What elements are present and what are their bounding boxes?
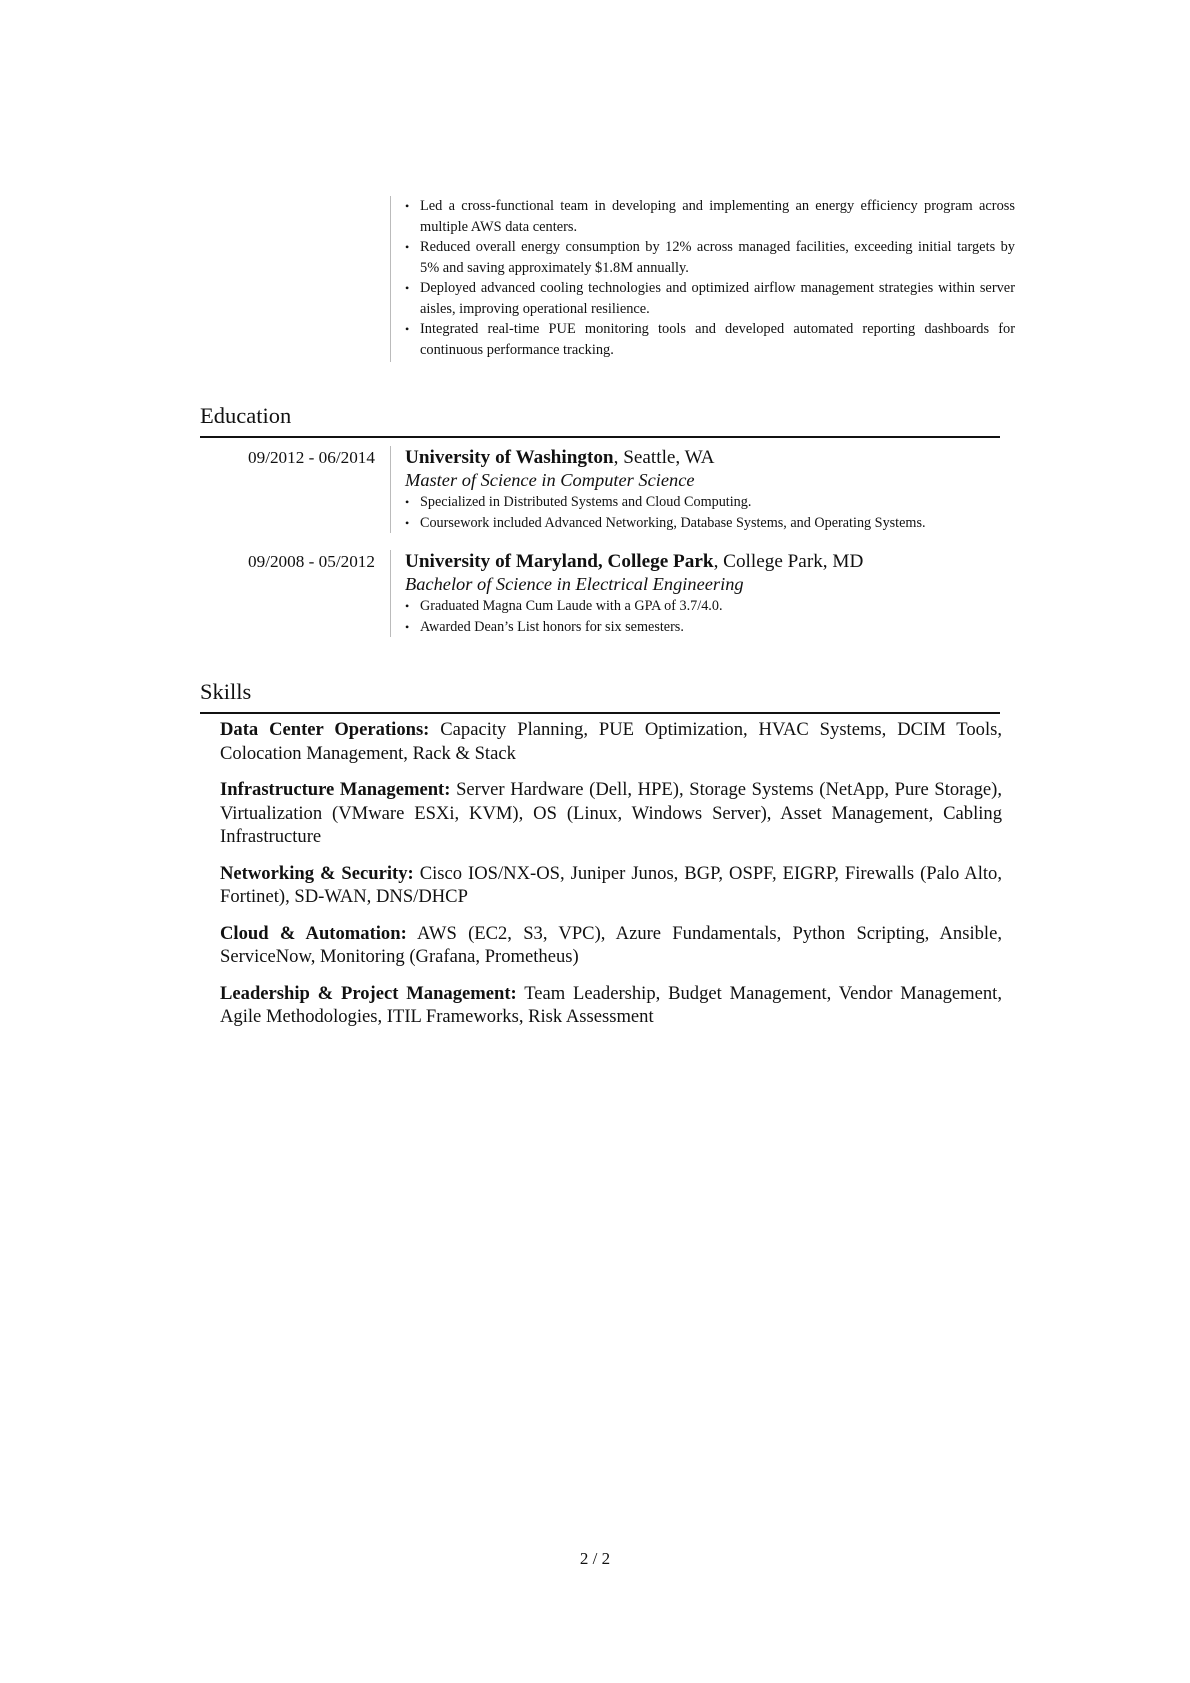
experience-continued: [390, 196, 1015, 362]
skill-category: Networking & Security:: [220, 862, 414, 884]
education-bullet: • Coursework included Advanced Networking, Database Systems, and Operating Systems.: [405, 513, 1025, 534]
skill-category: Cloud & Automation:: [220, 922, 407, 944]
education-institution-line: [405, 446, 1025, 469]
skill-values: Capacity Planning, PUE Optimization, HVAC Systems, DCIM Tools, Colocation Management, Rack & Stack: [220, 719, 1002, 764]
institution-location: , College Park, MD: [713, 551, 864, 572]
institution-name: University of Washington: [405, 447, 614, 468]
skill-item: [220, 862, 1002, 909]
education-dates: 09/2012 - 06/2014: [248, 448, 375, 467]
experience-bullet: • Reduced overall energy consumption by 12% across managed facilities, exceeding initial targets by 5% and saving approximately $1.8M annually.: [405, 237, 1015, 278]
education-bullet-list: [405, 596, 1025, 637]
skill-values: Cisco IOS/NX-OS, Juniper Junos, BGP, OSPF, EIGRP, Firewalls (Palo Alto, Fortinet), SD-WAN, DNS/DHCP: [220, 862, 1002, 907]
institution-name: University of Maryland, College Park: [405, 551, 714, 572]
skill-category: Infrastructure Management:: [220, 779, 451, 800]
skill-item: [220, 778, 1002, 849]
education-bullet-list: [405, 492, 1025, 533]
experience-bullet: • Led a cross-functional team in developing and implementing an energy efficiency program across multiple AWS data centers.: [405, 196, 1015, 237]
degree-title: Master of Science in Computer Science: [405, 470, 695, 490]
education-dates: 09/2008 - 05/2012: [248, 552, 375, 571]
experience-bullet: • Deployed advanced cooling technologies and optimized airflow management strategies within server aisles, improving operational resilience.: [405, 278, 1015, 319]
skill-category: Leadership & Project Management:: [220, 982, 517, 1004]
institution-location: , Seattle, WA: [613, 447, 715, 468]
education-bullet: • Graduated Magna Cum Laude with a GPA of 3.7/4.0.: [405, 596, 1025, 617]
skill-item: [220, 922, 1002, 969]
page-number: 2 / 2: [579, 1549, 611, 1568]
education-details: [390, 550, 1025, 637]
skill-values: Team Leadership, Budget Management, Vendor Management, Agile Methodologies, ITIL Frameworks, Risk Assessment: [220, 982, 1002, 1027]
skills-list: [220, 718, 1002, 1042]
skill-category: Data Center Operations:: [220, 719, 430, 740]
education-details: [390, 446, 1025, 533]
degree-title: Bachelor of Science in Electrical Engineering: [405, 574, 744, 594]
education-bullet: • Specialized in Distributed Systems and Cloud Computing.: [405, 492, 1025, 513]
experience-bullet: • Integrated real-time PUE monitoring tools and developed automated reporting dashboards for continuous performance tracking.: [405, 319, 1015, 360]
skill-item: [220, 718, 1002, 765]
education-bullet: • Awarded Dean’s List honors for six semesters.: [405, 617, 1025, 638]
skill-values: AWS (EC2, S3, VPC), Azure Fundamentals, Python Scripting, Ansible, ServiceNow, Monitoring (Grafana, Prometheus): [220, 922, 1003, 967]
experience-bullet-list: [405, 196, 1015, 360]
education-heading: Education: [200, 402, 1000, 438]
skill-values: Server Hardware (Dell, HPE), Storage Systems (NetApp, Pure Storage), Virtualization (VMware ESXi, KVM), OS (Linux, Windows Server), Asset Management, Cabling Infrastructure: [220, 779, 1002, 847]
skills-heading: Skills: [200, 678, 1000, 714]
education-institution-line: [405, 550, 1025, 573]
skill-item: [220, 982, 1002, 1029]
